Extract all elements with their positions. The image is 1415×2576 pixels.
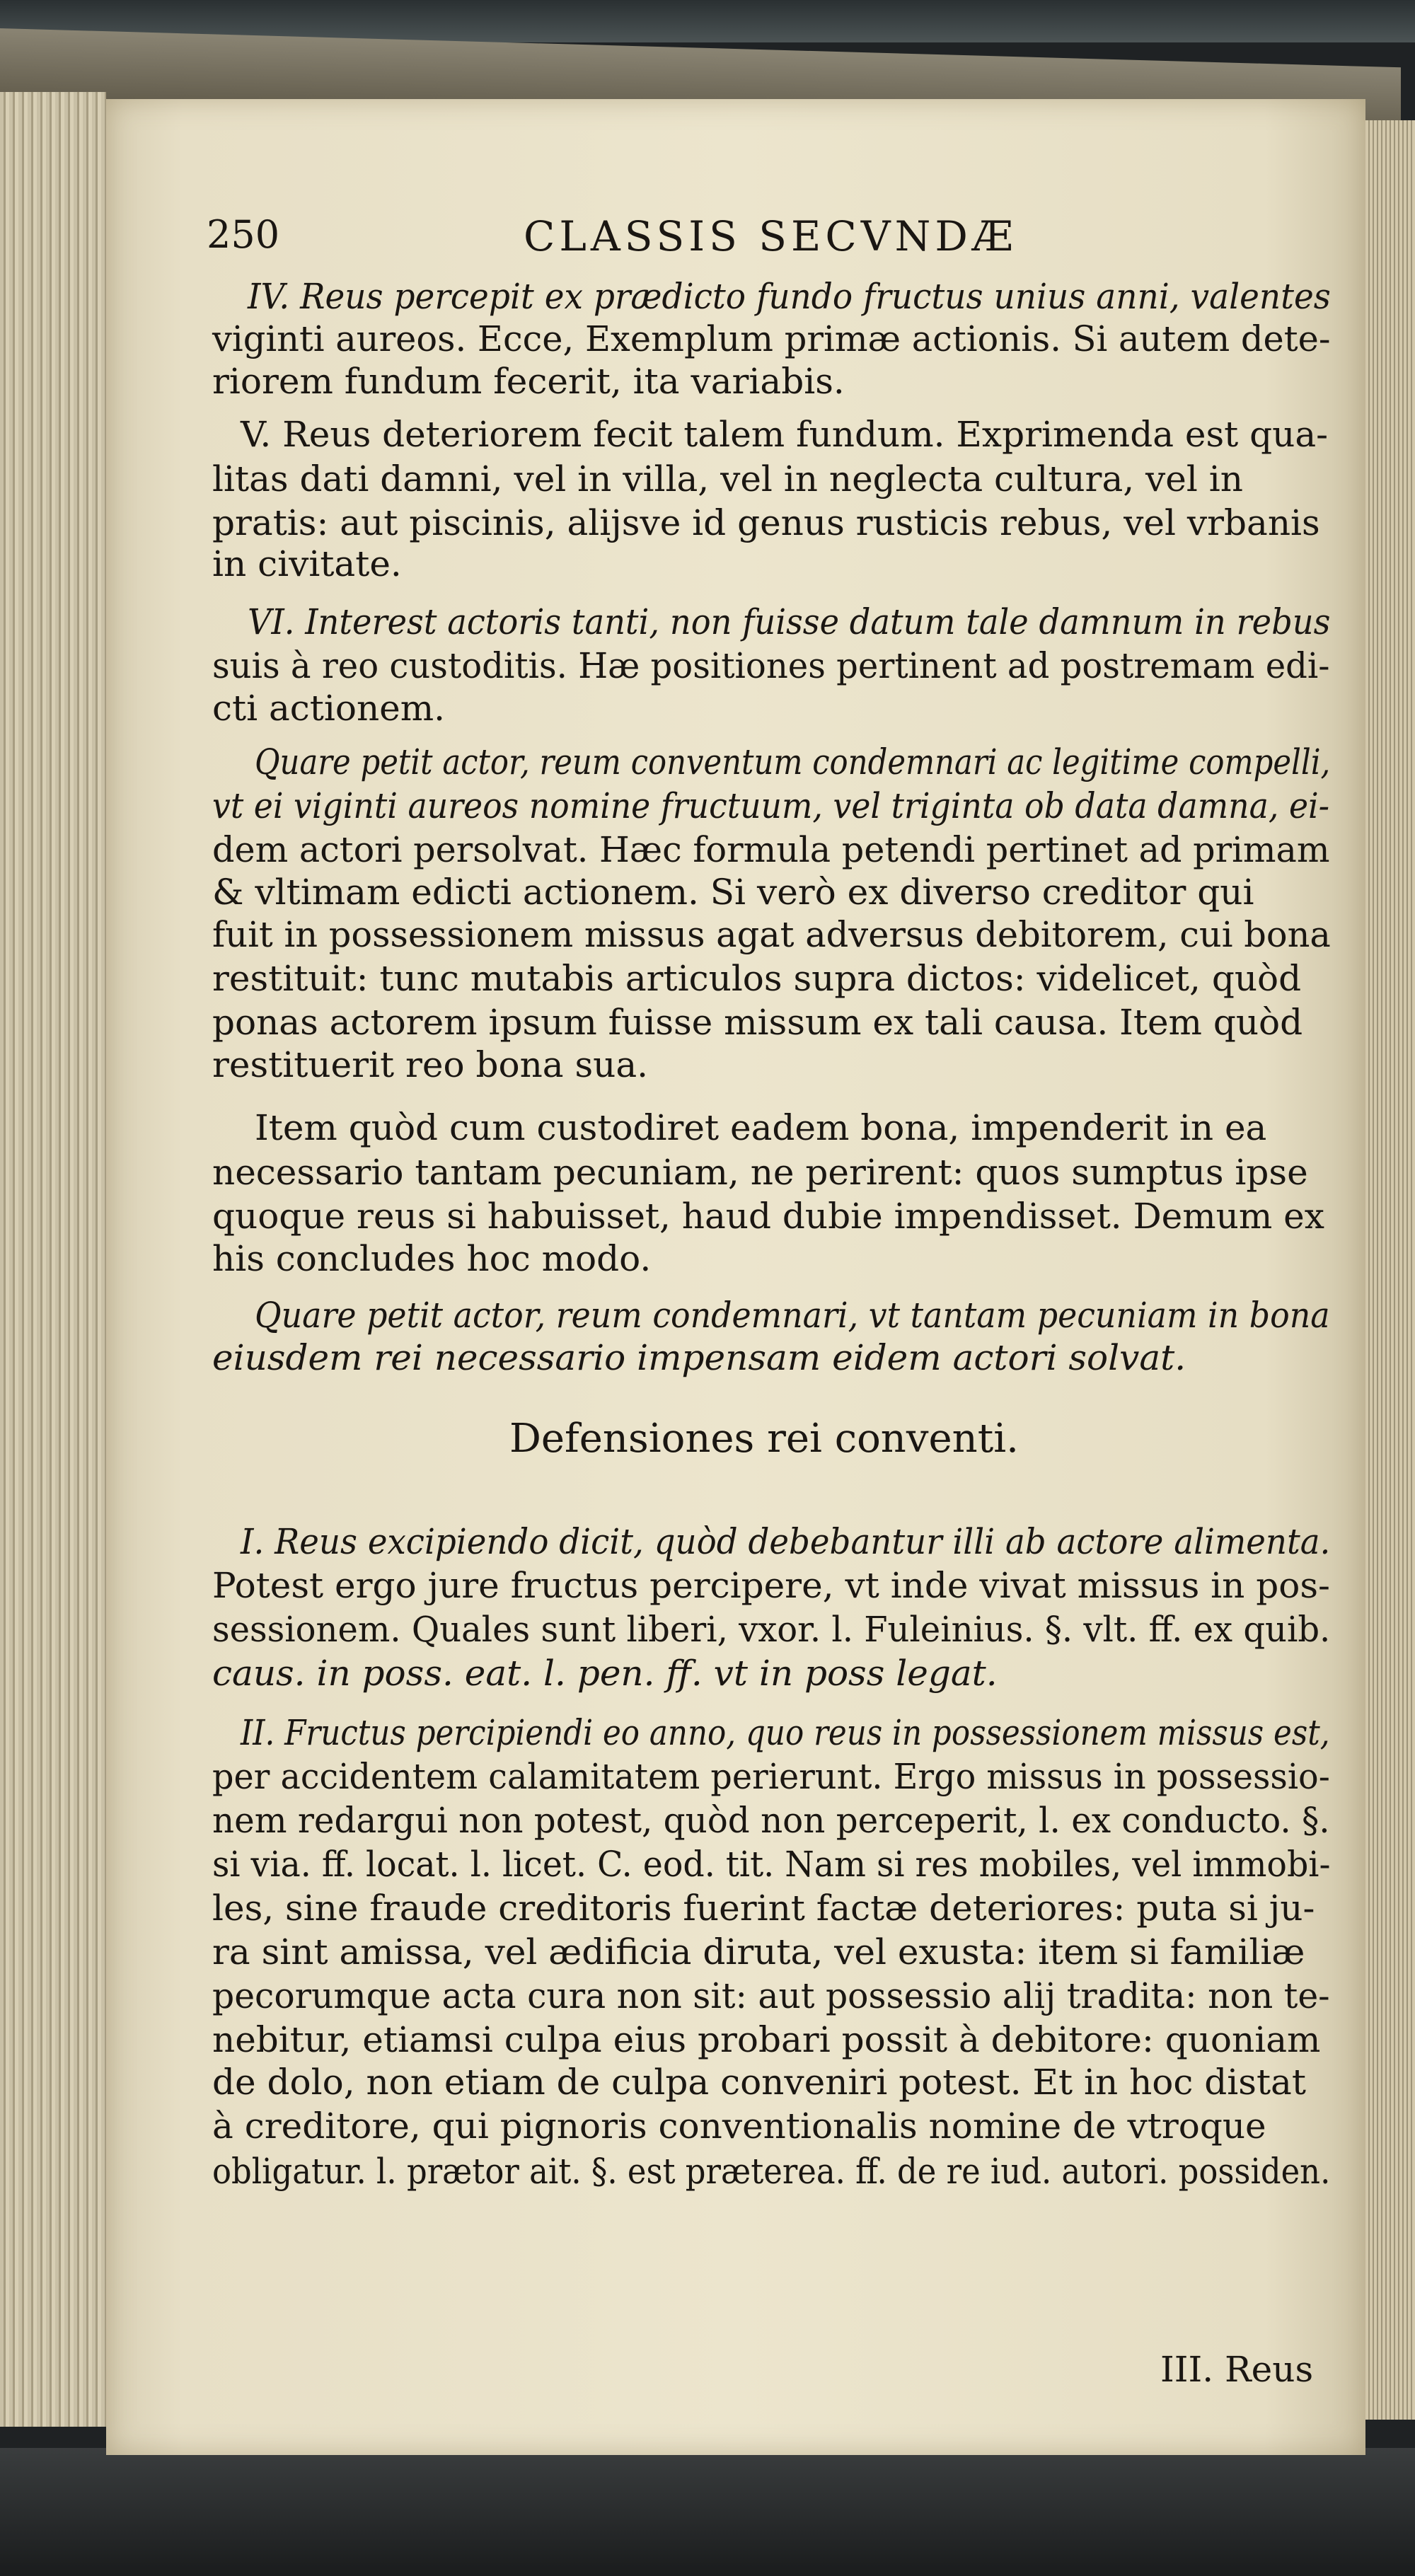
text-line: IV. Reus percepit ex prædicto fundo fructus unius anni, valentes bbox=[248, 276, 1331, 317]
text-line: cti actionem. bbox=[212, 688, 446, 729]
text-line: si via. ff. locat. l. licet. C. eod. tit. Nam si res mobiles, vel immobi- bbox=[212, 1844, 1331, 1885]
text-line: V. Reus deteriorem fecit talem fundum. Exprimenda est qua- bbox=[241, 414, 1329, 455]
text-line: VI. Interest actoris tanti, non fuisse datum tale damnum in rebus bbox=[248, 601, 1331, 642]
text-line: in civitate. bbox=[212, 543, 402, 584]
text-line: ra sint amissa, vel ædificia diruta, vel exusta: item si familiæ bbox=[212, 1931, 1305, 1973]
text-line: per accidentem calamitatem perierunt. Ergo missus in possessio- bbox=[212, 1756, 1330, 1797]
text-line: II. Fructus percipiendi eo anno, quo reus in possessionem missus est, bbox=[241, 1712, 1330, 1753]
text-line: obligatur. l. prætor ait. §. est præterea. ff. de re iud. autori. possiden. bbox=[212, 2151, 1331, 2192]
text-line: nebitur, etiamsi culpa eius probari possit à debitore: quoniam bbox=[212, 2019, 1321, 2060]
background-bottom bbox=[0, 2448, 1415, 2576]
section-heading: Defensiones rei conventi. bbox=[509, 1416, 1019, 1462]
running-head: CLASSIS SECVNDÆ bbox=[524, 212, 1017, 260]
right-page-edges bbox=[1365, 120, 1415, 2420]
text-line: Quare petit actor, reum condemnari, vt tantam pecuniam in bona bbox=[255, 1295, 1330, 1336]
text-line: Item quòd cum custodiret eadem bona, impenderit in ea bbox=[255, 1107, 1267, 1148]
text-line: Quare petit actor, reum conventum condemnari ac legitime compelli, bbox=[255, 741, 1331, 782]
text-line: à creditore, qui pignoris conventionalis nomine de vtroque bbox=[212, 2106, 1266, 2147]
text-line: riorem fundum fecerit, ita variabis. bbox=[212, 361, 845, 402]
catchword: III. Reus bbox=[1160, 2349, 1314, 2390]
text-line: pratis: aut piscinis, alijsve id genus rusticis rebus, vel vrbanis bbox=[212, 502, 1320, 543]
text-line: les, sine fraude creditoris fuerint factæ deteriores: puta si ju- bbox=[212, 1888, 1315, 1929]
text-line: ponas actorem ipsum fuisse missum ex tali causa. Item quòd bbox=[212, 1002, 1303, 1043]
text-line: nem redargui non potest, quòd non perceperit, l. ex conducto. §. bbox=[212, 1800, 1330, 1841]
text-line: eiusdem rei necessario impensam eidem actori solvat. bbox=[212, 1337, 1186, 1378]
page-number: 250 bbox=[207, 212, 280, 257]
left-page-edges bbox=[0, 92, 106, 2427]
text-line: vt ei viginti aureos nomine fructuum, vel triginta ob data damna, ei- bbox=[212, 785, 1330, 826]
text-line: Potest ergo jure fructus percipere, vt inde vivat missus in pos- bbox=[212, 1565, 1330, 1606]
text-line: sessionem. Quales sunt liberi, vxor. l. Fuleinius. §. vlt. ff. ex quib. bbox=[212, 1609, 1331, 1650]
text-line: caus. in poss. eat. l. pen. ff. vt in poss legat. bbox=[212, 1653, 998, 1694]
text-line: suis à reo custoditis. Hæ positiones pertinent ad postremam edi- bbox=[212, 645, 1330, 686]
text-line: pecorumque acta cura non sit: aut possessio alij tradita: non te- bbox=[212, 1975, 1330, 2016]
text-line: viginti aureos. Ecce, Exemplum primæ actionis. Si autem dete- bbox=[212, 318, 1331, 359]
text-line: quoque reus si habuisset, haud dubie impendisset. Demum ex bbox=[212, 1196, 1324, 1237]
text-line: necessario tantam pecuniam, ne perirent: quos sumptus ipse bbox=[212, 1152, 1308, 1193]
text-line: his concludes hoc modo. bbox=[212, 1238, 652, 1279]
text-line: de dolo, non etiam de culpa conveniri potest. Et in hoc distat bbox=[212, 2062, 1306, 2103]
text-line: litas dati damni, vel in villa, vel in neglecta cultura, vel in bbox=[212, 458, 1243, 499]
text-line: restituerit reo bona sua. bbox=[212, 1044, 649, 1085]
text-line: I. Reus excipiendo dicit, quòd debebantur illi ab actore alimenta. bbox=[241, 1521, 1331, 1562]
text-line: dem actori persolvat. Hæc formula petendi pertinet ad primam bbox=[212, 829, 1330, 870]
text-line: restituit: tunc mutabis articulos supra dictos: videlicet, quòd bbox=[212, 958, 1302, 999]
text-line: fuit in possessionem missus agat adversus debitorem, cui bona bbox=[212, 914, 1331, 955]
text-line: & vltimam edicti actionem. Si verò ex diverso creditor qui bbox=[212, 872, 1254, 913]
